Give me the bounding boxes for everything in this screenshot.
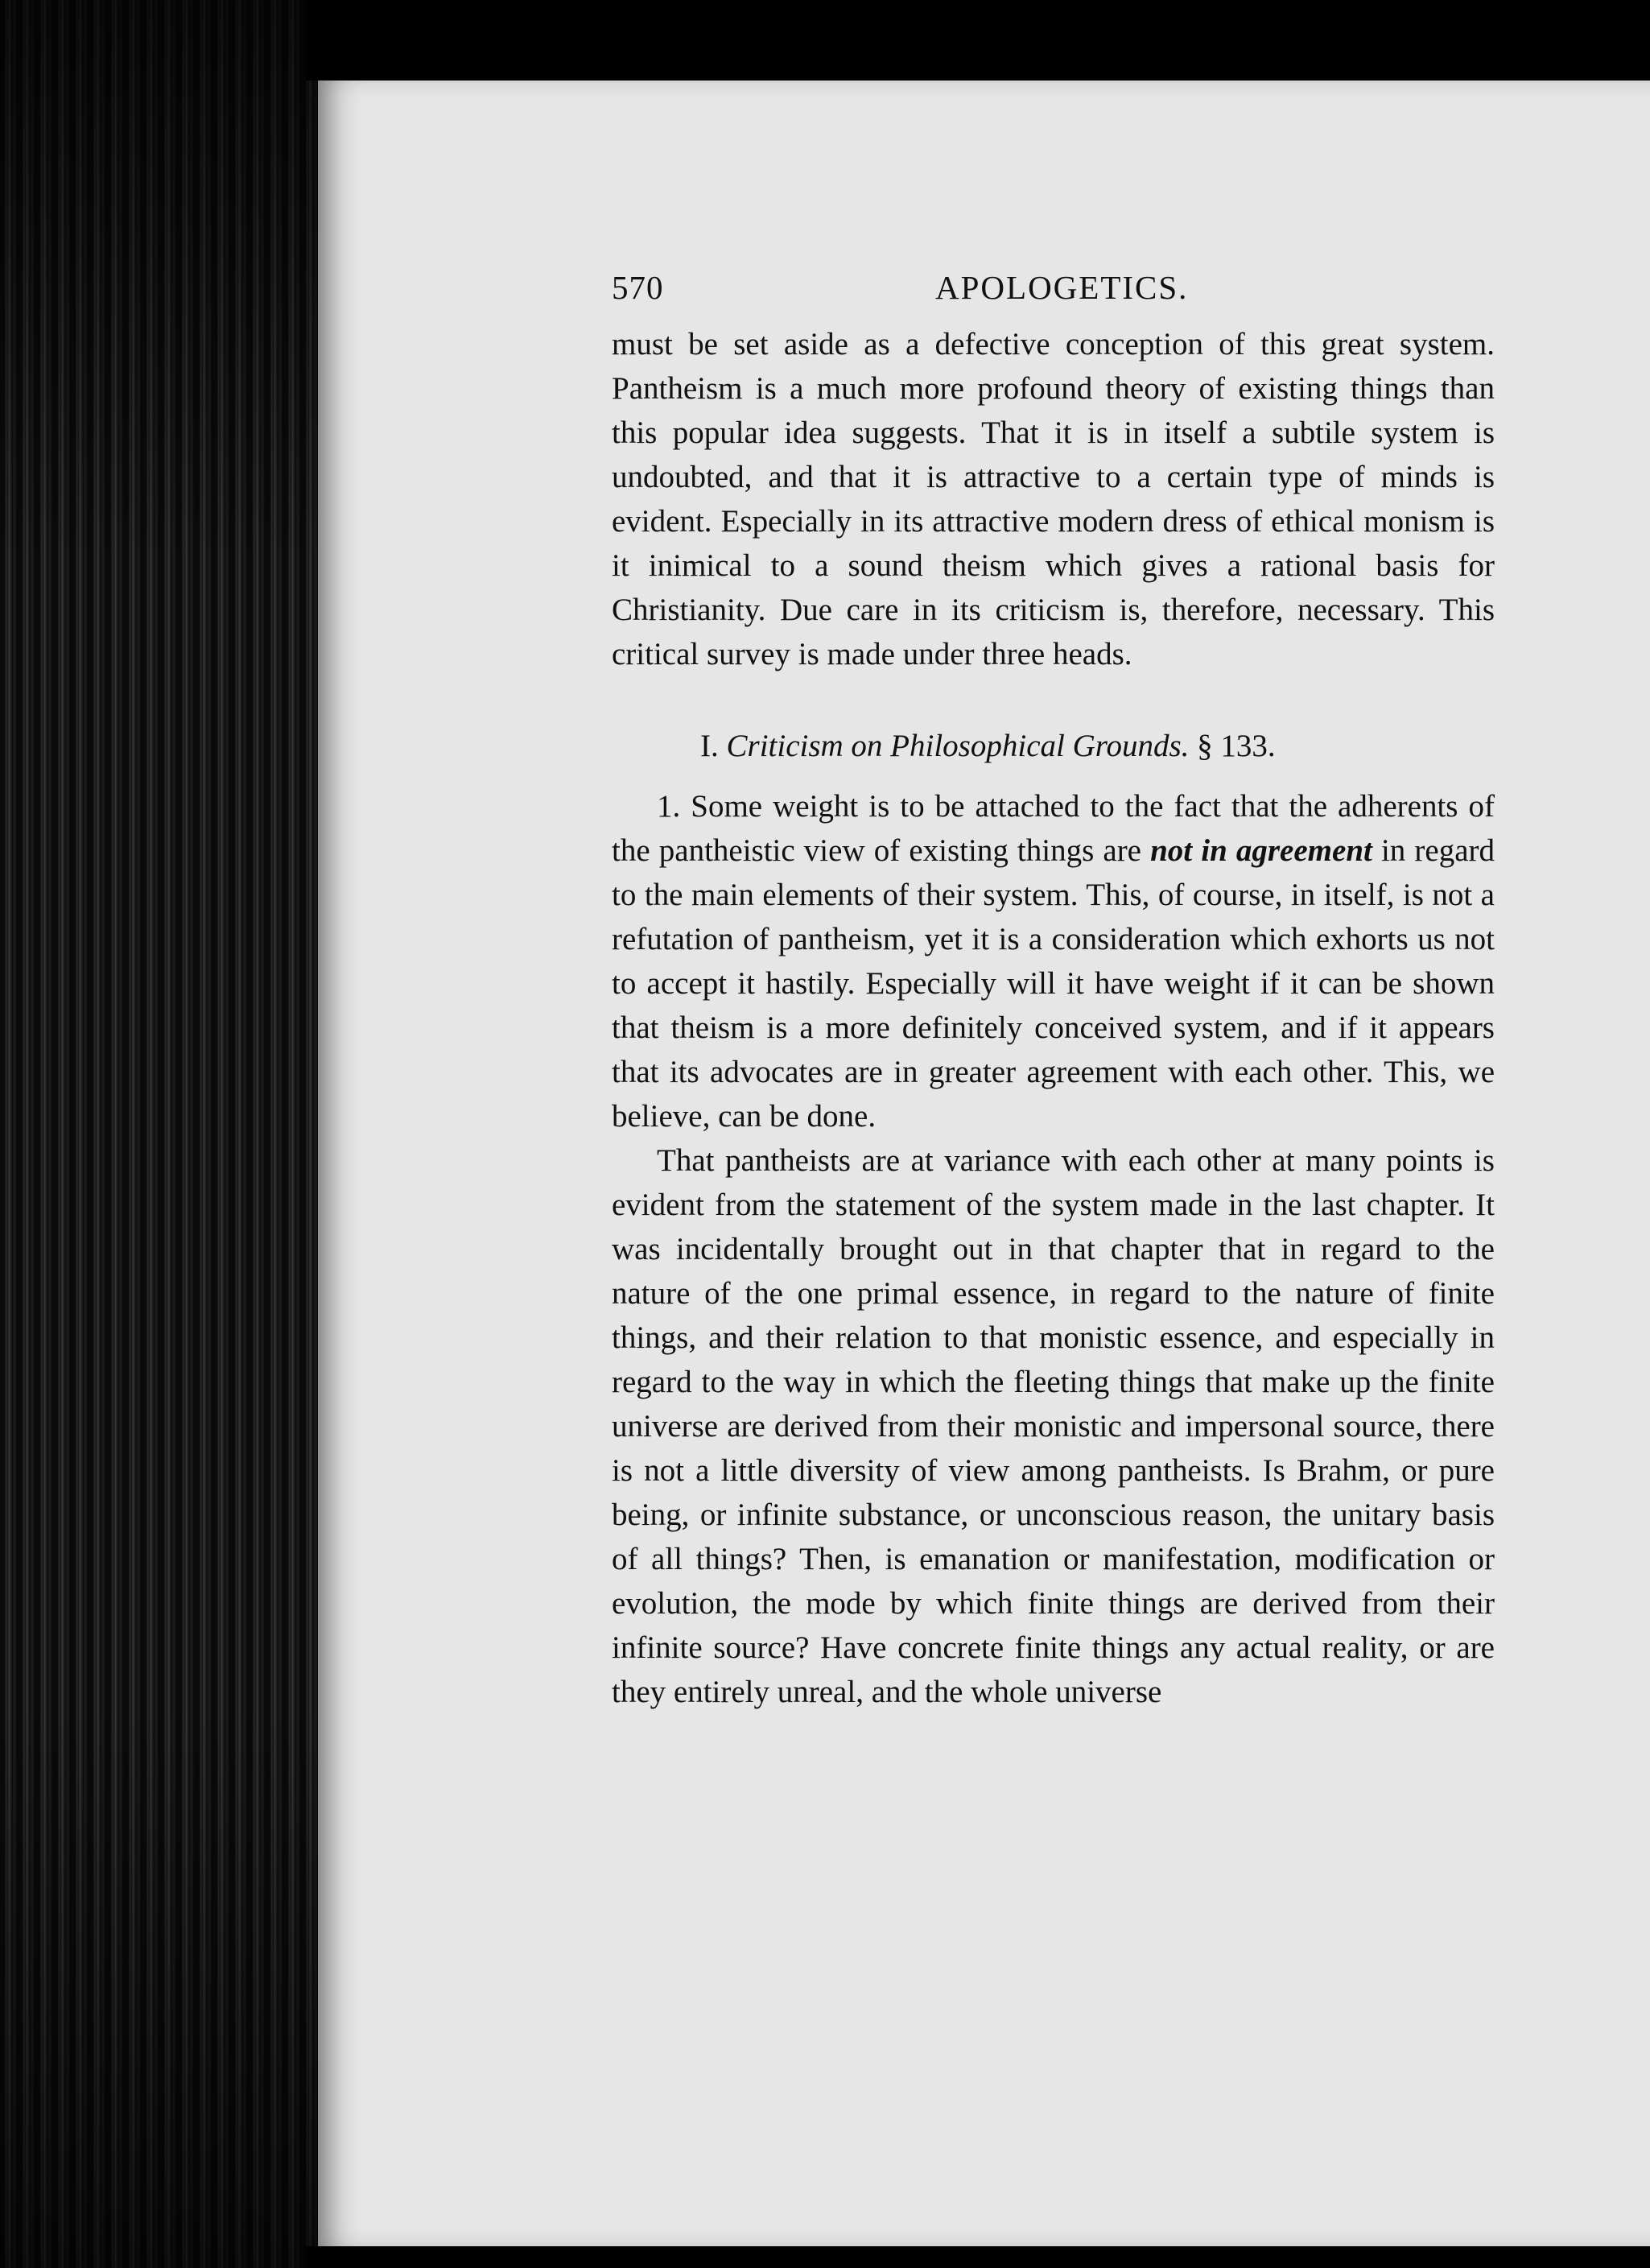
section-numeral: I. [700, 729, 719, 763]
paragraph-variance: That pantheists are at variance with each other at many points is evident from the statement of the system made in the last chapter. It was incidentally brought out in that chapter that in regard to the nature of the one primal essence, in regard to the nature of finite things, and their relation to that monistic essence, and especially in regard to the way in which the fleeting things that make up the finite universe are derived from their monistic and impersonal source, there is not a little diversity of view among pantheists. Is Brahm, or pure being, or infinite substance, or unconscious reason, the unitary basis of all things? Then, is emanation or manifestation, modification or evolution, the mode by which finite things are derived from their infinite source? Have concrete finite things any actual reality, or are they entirely unreal, and the whole universe [612, 1143, 1495, 1709]
section-heading [612, 724, 1495, 768]
page-text [612, 266, 1495, 1714]
page-number: 570 [612, 269, 664, 306]
paragraph-point-1 [612, 784, 1495, 1138]
paragraph-continuation: must be set aside as a defective conception of this great system. Pantheism is a much more profound theory of existing things than this popular idea suggests. That it is in itself a subtile system is undoubted, and that it is attractive to a certain type of minds is evident. Especially in its attractive modern dress of ethical monism is it inimical to a sound theism which gives a rational basis for Christianity. Due care in its criticism is, therefore, necessary. This critical survey is made under three heads. [612, 327, 1495, 671]
scan-border-bottom [306, 2246, 1650, 2268]
paragraph-text: 1. Some weight is to be attached to the fact that the adherents of the pantheistic view of existing things are [612, 789, 1495, 868]
section-mark: § 133. [1197, 729, 1276, 763]
scan-border-top [306, 0, 1650, 81]
running-title: APOLOGETICS. [935, 269, 1189, 306]
emphasis-text: not in agreement [1150, 833, 1372, 868]
paragraph-text: in regard to the main elements of their system. This, of course, in itself, is not a refutation of pantheism, yet it is a consideration which exhorts us not to accept it hastily. Especially will it have weight if it can be shown that theism is a more definitely conceived system, and if it appears that its advocates are in greater agreement with each other. This, we believe, can be done. [612, 833, 1495, 1134]
section-title: Criticism on Philosophical Grounds. [726, 729, 1190, 763]
book-page-edges [0, 0, 346, 2268]
running-head [612, 266, 1495, 322]
